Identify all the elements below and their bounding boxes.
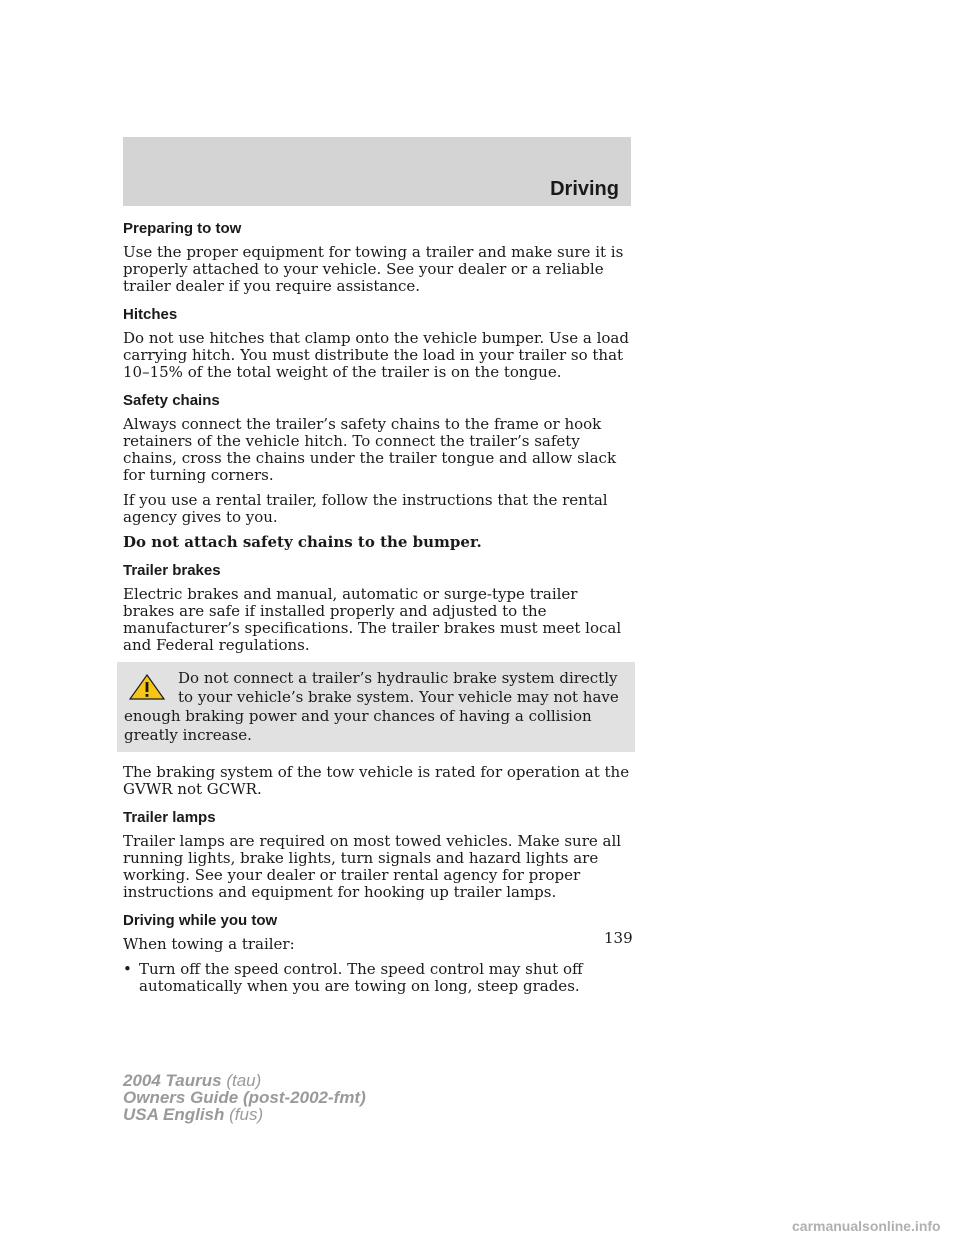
paragraph-trailer-lamps: Trailer lamps are required on most towed vehicles. Make sure all running lights, brake lights, turn signals and hazard lights are working. See your dealer or trailer rental agency for proper instructions and equipment for hooking up trailer lamps. (123, 832, 622, 901)
safety-chains-note: Do not attach safety chains to the bumper. (123, 533, 482, 551)
footer-guide: Owners Guide (post-2002-fmt) (123, 1088, 366, 1107)
heading-hitches: Hitches (123, 306, 178, 323)
section-trailer-brakes (123, 561, 633, 798)
section-hitches (123, 305, 633, 381)
warning-text: Do not connect a trailer’s hydraulic brake system directly to your vehicle’s brake system. Your vehicle may not have enough braking power and your chances of having a collision greatly increase. (124, 669, 619, 744)
section-header-band (123, 137, 631, 206)
warning-triangle-icon (128, 673, 166, 701)
footer-language: USA English (123, 1105, 225, 1124)
heading-safety-chains: Safety chains (123, 392, 220, 409)
section-safety-chains (123, 391, 633, 551)
footer-language-code: (fus) (229, 1105, 264, 1124)
heading-driving-tow: Driving while you tow (123, 912, 278, 929)
section-driving-tow (123, 911, 633, 995)
section-title: Driving (550, 178, 619, 200)
paragraph-driving-tow-intro: When towing a trailer: (123, 935, 295, 953)
list-item (123, 961, 633, 995)
bullet-text: Turn off the speed control. The speed control may shut off automatically when you are towing on long, steep grades. (139, 960, 583, 995)
page-number: 139 (604, 929, 633, 947)
paragraph-hitches: Do not use hitches that clamp onto the vehicle bumper. Use a load carrying hitch. You must distribute the load in your trailer so that 10–15% of the total weight of the trailer is on the tongue. (123, 329, 629, 381)
watermark-url: carmanualsonline.info (792, 1218, 941, 1234)
page-content (123, 219, 633, 1005)
paragraph-trailer-brakes: Electric brakes and manual, automatic or surge-type trailer brakes are safe if installed properly and adjusted to the manufacturer’s specifications. The trailer brakes must meet local and Federal regulations. (123, 585, 622, 654)
section-trailer-lamps (123, 808, 633, 901)
bullet-dot: • (123, 960, 132, 978)
paragraph-braking-system: The braking system of the tow vehicle is rated for operation at the GVWR not GCWR. (123, 763, 630, 798)
section-preparing (123, 219, 633, 295)
paragraph-safety-chains-1: Always connect the trailer’s safety chains to the frame or hook retainers of the vehicle hitch. To connect the trailer’s safety chains, cross the chains under the trailer tongue and allow slack for turning corners. (123, 415, 617, 484)
heading-trailer-lamps: Trailer lamps (123, 809, 216, 826)
paragraph-preparing: Use the proper equipment for towing a trailer and make sure it is properly attached to your vehicle. See your dealer or a reliable trailer dealer if you require assistance. (123, 243, 624, 295)
heading-preparing: Preparing to tow (123, 220, 242, 237)
document-footer (123, 1072, 366, 1123)
warning-box (117, 662, 635, 752)
heading-trailer-brakes: Trailer brakes (123, 562, 221, 579)
footer-model-code: (tau) (226, 1071, 262, 1090)
paragraph-safety-chains-2: If you use a rental trailer, follow the instructions that the rental agency gives to you. (123, 491, 608, 526)
footer-model: 2004 Taurus (123, 1071, 222, 1090)
